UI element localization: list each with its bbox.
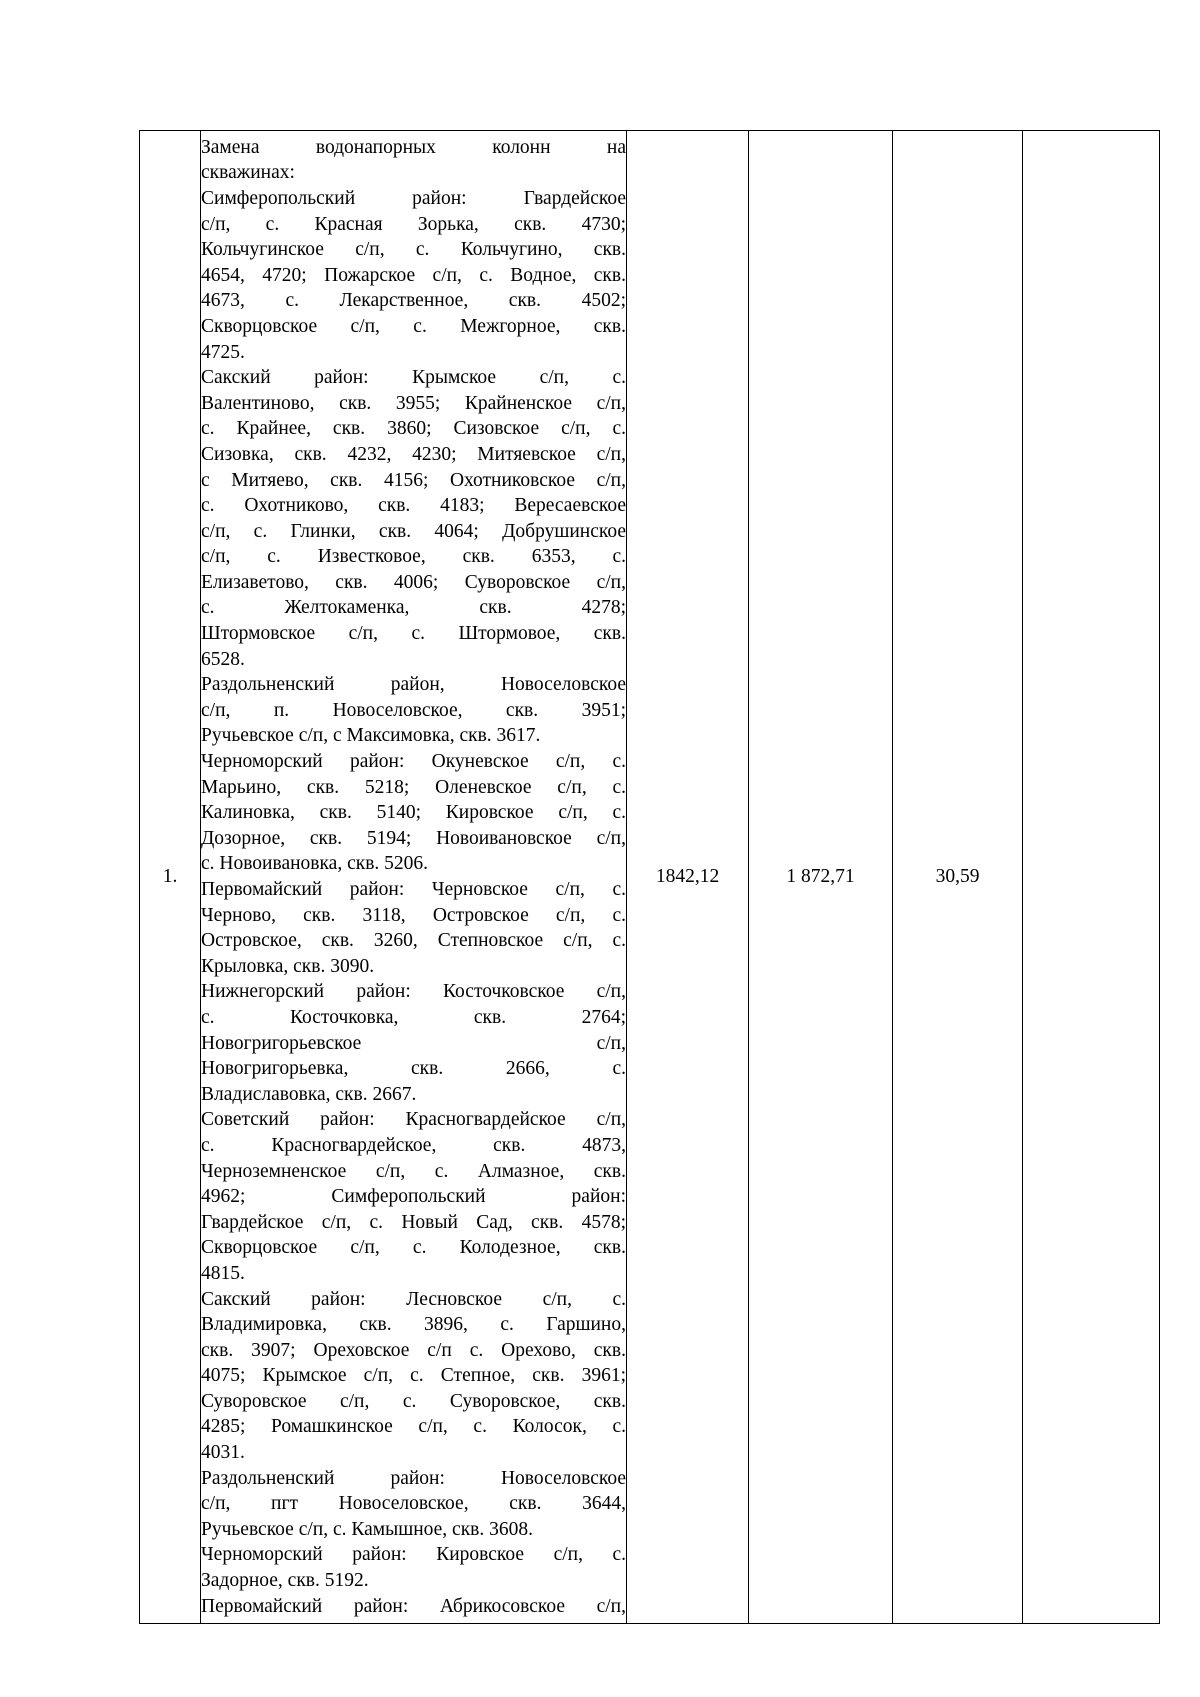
description-line: Ручьевское с/п, с Максимовка, скв. 3617. [201, 725, 541, 747]
description-line: Гвардейское с/п, с. Новый Сад, скв. 4578; [201, 1211, 626, 1233]
value-3: 30,59 [935, 866, 980, 887]
description-line: 4654, 4720; Пожарское с/п, с. Водное, скв. [201, 264, 626, 286]
description-line: Владимировка, скв. 3896, с. Гаршино, [201, 1314, 626, 1336]
description-cell [201, 131, 627, 1624]
description-line: 4075; Крымское с/п, с. Степное, скв. 3961; [201, 1365, 626, 1387]
description-line: Первомайский район: Черновское с/п, с. [201, 879, 626, 900]
description-line: Симферопольский район: Гвардейское [201, 187, 626, 209]
description-line: Сакский район: Крымское с/п, с. [201, 367, 626, 389]
description-line: Новогригорьевское с/п, [201, 1032, 626, 1054]
description-line: Раздольненский район: Новоселовское [201, 1467, 626, 1489]
description-line: 4285; Ромашкинское с/п, с. Колосок, с. [201, 1416, 626, 1438]
description-line: 4725. [201, 341, 245, 363]
description-line: скважинах: [201, 162, 295, 184]
works-table [139, 130, 1160, 1624]
description-line: 4815. [201, 1262, 245, 1284]
description-line: Новогригорьевка, скв. 2666, с. [201, 1058, 626, 1080]
description-line: Раздольненский район, Новоселовское [201, 674, 626, 696]
description-line: 6528. [201, 648, 245, 670]
description-line: с. Косточковка, скв. 2764; [201, 1006, 626, 1028]
description-line: Черноморский район: Кировское с/п, с. [201, 1544, 626, 1566]
description-line: Калиновка, скв. 5140; Кировское с/п, с. [201, 802, 626, 824]
description-line: скв. 3907; Ореховское с/п с. Орехово, скв. [201, 1339, 626, 1361]
description-line: Сизовка, скв. 4232, 4230; Митяевское с/п, [201, 443, 626, 465]
description-line: Штормовское с/п, с. Штормовое, скв. [201, 623, 626, 645]
description-line: Суворовское с/п, с. Суворовское, скв. [201, 1390, 626, 1412]
description-line: Черново, скв. 3118, Островское с/п, с. [201, 904, 626, 926]
description-line: 4962; Симферопольский район: [201, 1186, 626, 1208]
description-line: Скворцовское с/п, с. Колодезное, скв. [201, 1237, 626, 1259]
value-4-cell [1023, 131, 1160, 1624]
description-line: Крыловка, скв. 3090. [201, 955, 375, 977]
description-line: Нижнегорский район: Косточковское с/п, [201, 981, 626, 1003]
description-line: Задорное, скв. 5192. [201, 1570, 369, 1592]
description-line: с/п, пгт Новоселовское, скв. 3644, [201, 1493, 626, 1515]
value-1: 1842,12 [655, 866, 720, 887]
description-line: Елизаветово, скв. 4006; Суворовское с/п, [201, 571, 626, 593]
description-line: Черноземненское с/п, с. Алмазное, скв. [201, 1160, 626, 1182]
description-line: с/п, п. Новоселовское, скв. 3951; [201, 699, 626, 721]
description-line: 4031. [201, 1442, 245, 1464]
row-number-cell [140, 131, 201, 1624]
table-row [140, 131, 1160, 1624]
description-line: 4673, с. Лекарственное, скв. 4502; [201, 290, 626, 312]
description-line: Первомайский район: Абрикосовское с/п, [201, 1595, 626, 1617]
description-line: Дозорное, скв. 5194; Новоивановское с/п, [201, 827, 626, 849]
description-line: Кольчугинское с/п, с. Кольчугино, скв. [201, 239, 626, 261]
description-line: с. Желтокаменка, скв. 4278; [201, 597, 626, 619]
description-text [201, 135, 626, 1619]
description-line: с/п, с. Глинки, скв. 4064; Добрушинское [201, 520, 626, 542]
value-3-cell [893, 131, 1023, 1624]
description-line: Владиславовка, скв. 2667. [201, 1083, 417, 1105]
description-line: Черноморский район: Окуневское с/п, с. [201, 751, 626, 773]
value-2: 1 872,71 [786, 866, 855, 887]
row-number: 1. [162, 866, 178, 887]
description-line: Ручьевское с/п, с. Камышное, скв. 3608. [201, 1518, 534, 1540]
description-line: Скворцовское с/п, с. Межгорное, скв. [201, 315, 626, 337]
description-line: Сакский район: Лесновское с/п, с. [201, 1288, 626, 1310]
description-line: с. Крайнее, скв. 3860; Сизовское с/п, с. [201, 418, 626, 440]
description-line: с/п, с. Известковое, скв. 6353, с. [201, 546, 626, 568]
description-line: с. Охотниково, скв. 4183; Вересаевское [201, 495, 626, 517]
description-line: с. Красногвардейское, скв. 4873, [201, 1134, 626, 1156]
description-line: Островское, скв. 3260, Степновское с/п, с. [201, 930, 626, 952]
description-line: с Митяево, скв. 4156; Охотниковское с/п, [201, 469, 626, 491]
description-line: Марьино, скв. 5218; Оленевское с/п, с. [201, 776, 626, 798]
value-1-cell [627, 131, 749, 1624]
description-line: Советский район: Красногвардейское с/п, [201, 1109, 626, 1131]
description-line: Замена водонапорных колонн на [201, 136, 626, 158]
description-line: с/п, с. Красная Зорька, скв. 4730; [201, 213, 626, 235]
value-2-cell [749, 131, 893, 1624]
description-line: Валентиново, скв. 3955; Крайненское с/п, [201, 392, 626, 414]
description-line: с. Новоивановка, скв. 5206. [201, 853, 429, 875]
